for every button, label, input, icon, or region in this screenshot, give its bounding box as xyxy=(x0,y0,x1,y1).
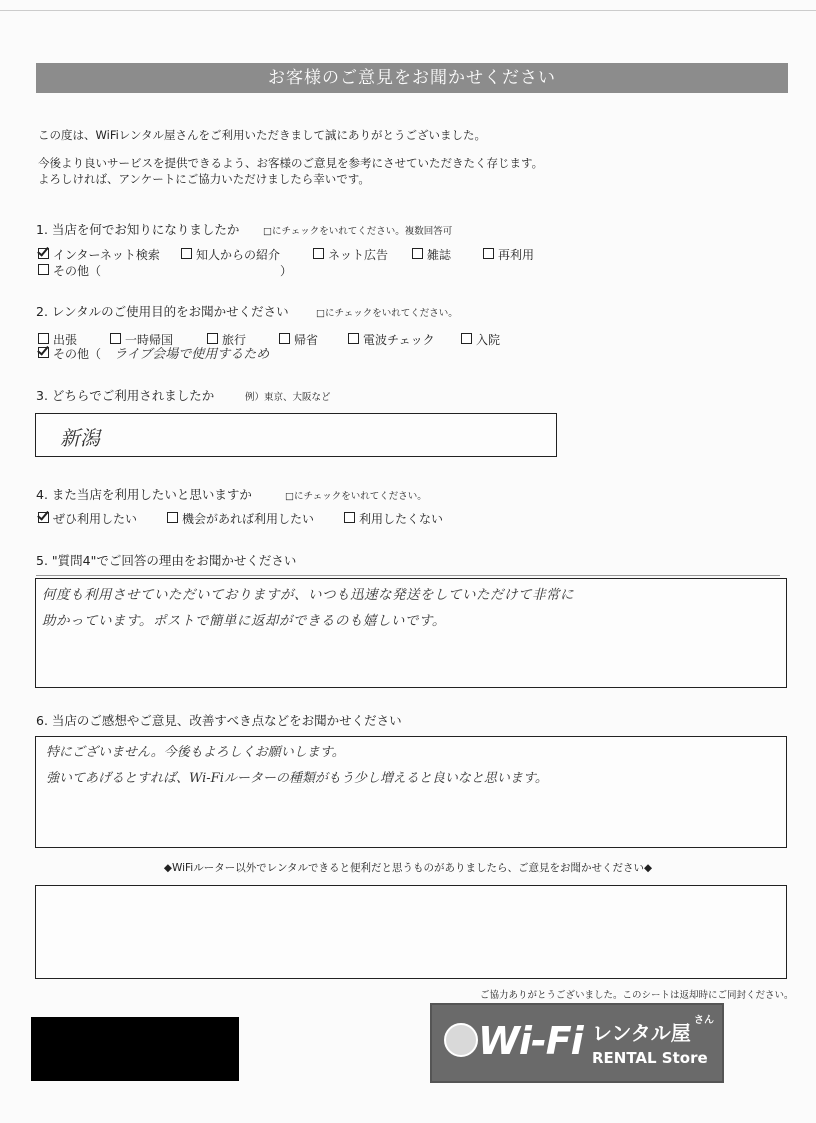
page-title: お客様のご意見をお聞かせください xyxy=(36,63,788,93)
q2-option-signal-check[interactable]: 電波チェック xyxy=(348,331,435,348)
intro-line-2: 今後より良いサービスを提供できるよう、お客様のご意見を参考にさせていただきたく存じます。 xyxy=(38,156,544,170)
mascot-icon xyxy=(444,1023,478,1057)
q2-option-hospital[interactable]: 入院 xyxy=(461,331,500,348)
logo-jp-small-text: さん xyxy=(694,1015,714,1026)
q7-answer-box[interactable] xyxy=(35,885,787,979)
q3-answer-box[interactable] xyxy=(35,413,557,457)
q5-answer-line-2: 助かっています。ポストで簡単に返却ができるのも嬉しいです。 xyxy=(42,613,446,629)
q2-note: □にチェックをいれてください。 xyxy=(316,308,458,319)
q1-option-reuse[interactable]: 再利用 xyxy=(483,246,534,263)
q2-option-business[interactable]: 出張 xyxy=(38,331,77,348)
q6-label: 6. 当店のご感想やご意見、改善すべき点などをお聞かせください xyxy=(36,713,402,728)
q4-option-definitely[interactable]: ぜひ利用したい xyxy=(38,510,137,527)
q2-label: 2. レンタルのご使用目的をお聞かせください xyxy=(36,304,289,319)
checkbox-icon[interactable] xyxy=(344,512,355,523)
checkbox-icon[interactable] xyxy=(412,248,423,259)
q1-option-internet[interactable]: インターネット検索 xyxy=(38,246,160,263)
q2-option-other[interactable]: その他（ xyxy=(38,345,101,362)
q2-option-temporary-return[interactable]: 一時帰国 xyxy=(110,331,173,348)
q2-option-homecoming[interactable]: 帰省 xyxy=(279,331,318,348)
checkbox-icon[interactable] xyxy=(461,333,472,344)
q1-note: □にチェックをいれてください。複数回答可 xyxy=(263,226,453,237)
q1-option-magazine[interactable]: 雑誌 xyxy=(412,246,451,263)
q1-option-referral[interactable]: 知人からの紹介 xyxy=(181,246,280,263)
checkbox-icon[interactable] xyxy=(38,347,49,358)
q4-option-no[interactable]: 利用したくない xyxy=(344,510,443,527)
intro-line-1: この度は、WiFiレンタル屋さんをご利用いただきまして誠にありがとうございました。 xyxy=(38,128,487,142)
q1-option-other[interactable]: その他（ xyxy=(38,262,101,279)
q5-label: 5. "質問4"でご回答の理由をお聞かせください xyxy=(36,553,297,568)
intro-line-3: よろしければ、アンケートにご協力いただけましたら幸いです。 xyxy=(38,172,370,186)
q2-other-handwritten: ライブ会場で使用するため xyxy=(114,347,270,362)
q1-option-net-ad[interactable]: ネット広告 xyxy=(313,246,388,263)
q7-label: ◆WiFiルーター以外でレンタルできると便利だと思うものがありましたら、ご意見をお聞かせください◆ xyxy=(163,862,653,874)
footer-note: ご協力ありがとうございました。このシートは返却時にご同封ください。 xyxy=(480,990,794,1001)
q4-note: □にチェックをいれてください。 xyxy=(285,491,427,502)
redacted-block xyxy=(31,1017,239,1081)
checkbox-icon[interactable] xyxy=(167,512,178,523)
checkbox-icon[interactable] xyxy=(38,248,49,259)
q3-label: 3. どちらでご利用されましたか xyxy=(36,388,215,403)
logo-wifi-text: Wi-Fi xyxy=(478,1019,583,1063)
q2-option-travel[interactable]: 旅行 xyxy=(207,331,246,348)
top-rule xyxy=(0,10,816,11)
q1-label: 1. 当店を何でお知りになりましたか xyxy=(36,222,240,237)
divider xyxy=(36,575,780,576)
q6-answer-line-2: 強いてあげるとすれば、Wi-Fiルーターの種類がもう少し増えると良いなと思います。 xyxy=(46,771,548,786)
q1-other-close-paren: ） xyxy=(280,264,293,278)
q6-answer-line-1: 特にございません。今後もよろしくお願いします。 xyxy=(46,745,345,760)
store-logo xyxy=(430,1003,724,1083)
checkbox-icon[interactable] xyxy=(38,512,49,523)
q3-note: 例）東京、大阪など xyxy=(245,392,331,403)
q3-answer-text: 新潟 xyxy=(60,426,100,450)
checkbox-icon[interactable] xyxy=(279,333,290,344)
checkbox-icon[interactable] xyxy=(181,248,192,259)
checkbox-icon[interactable] xyxy=(313,248,324,259)
logo-en-text: RENTAL Store xyxy=(592,1049,708,1067)
logo-jp-text: レンタル屋 xyxy=(592,1021,691,1045)
checkbox-icon[interactable] xyxy=(38,264,49,275)
q4-label: 4. また当店を利用したいと思いますか xyxy=(36,487,252,502)
checkbox-icon[interactable] xyxy=(483,248,494,259)
checkbox-icon[interactable] xyxy=(348,333,359,344)
q5-answer-box[interactable] xyxy=(35,578,787,688)
q5-answer-line-1: 何度も利用させていただいておりますが、いつも迅速な発送をしていただけて非常に xyxy=(42,587,574,603)
q6-answer-box[interactable] xyxy=(35,736,787,848)
q4-option-if-opportunity[interactable]: 機会があれば利用したい xyxy=(167,510,314,527)
